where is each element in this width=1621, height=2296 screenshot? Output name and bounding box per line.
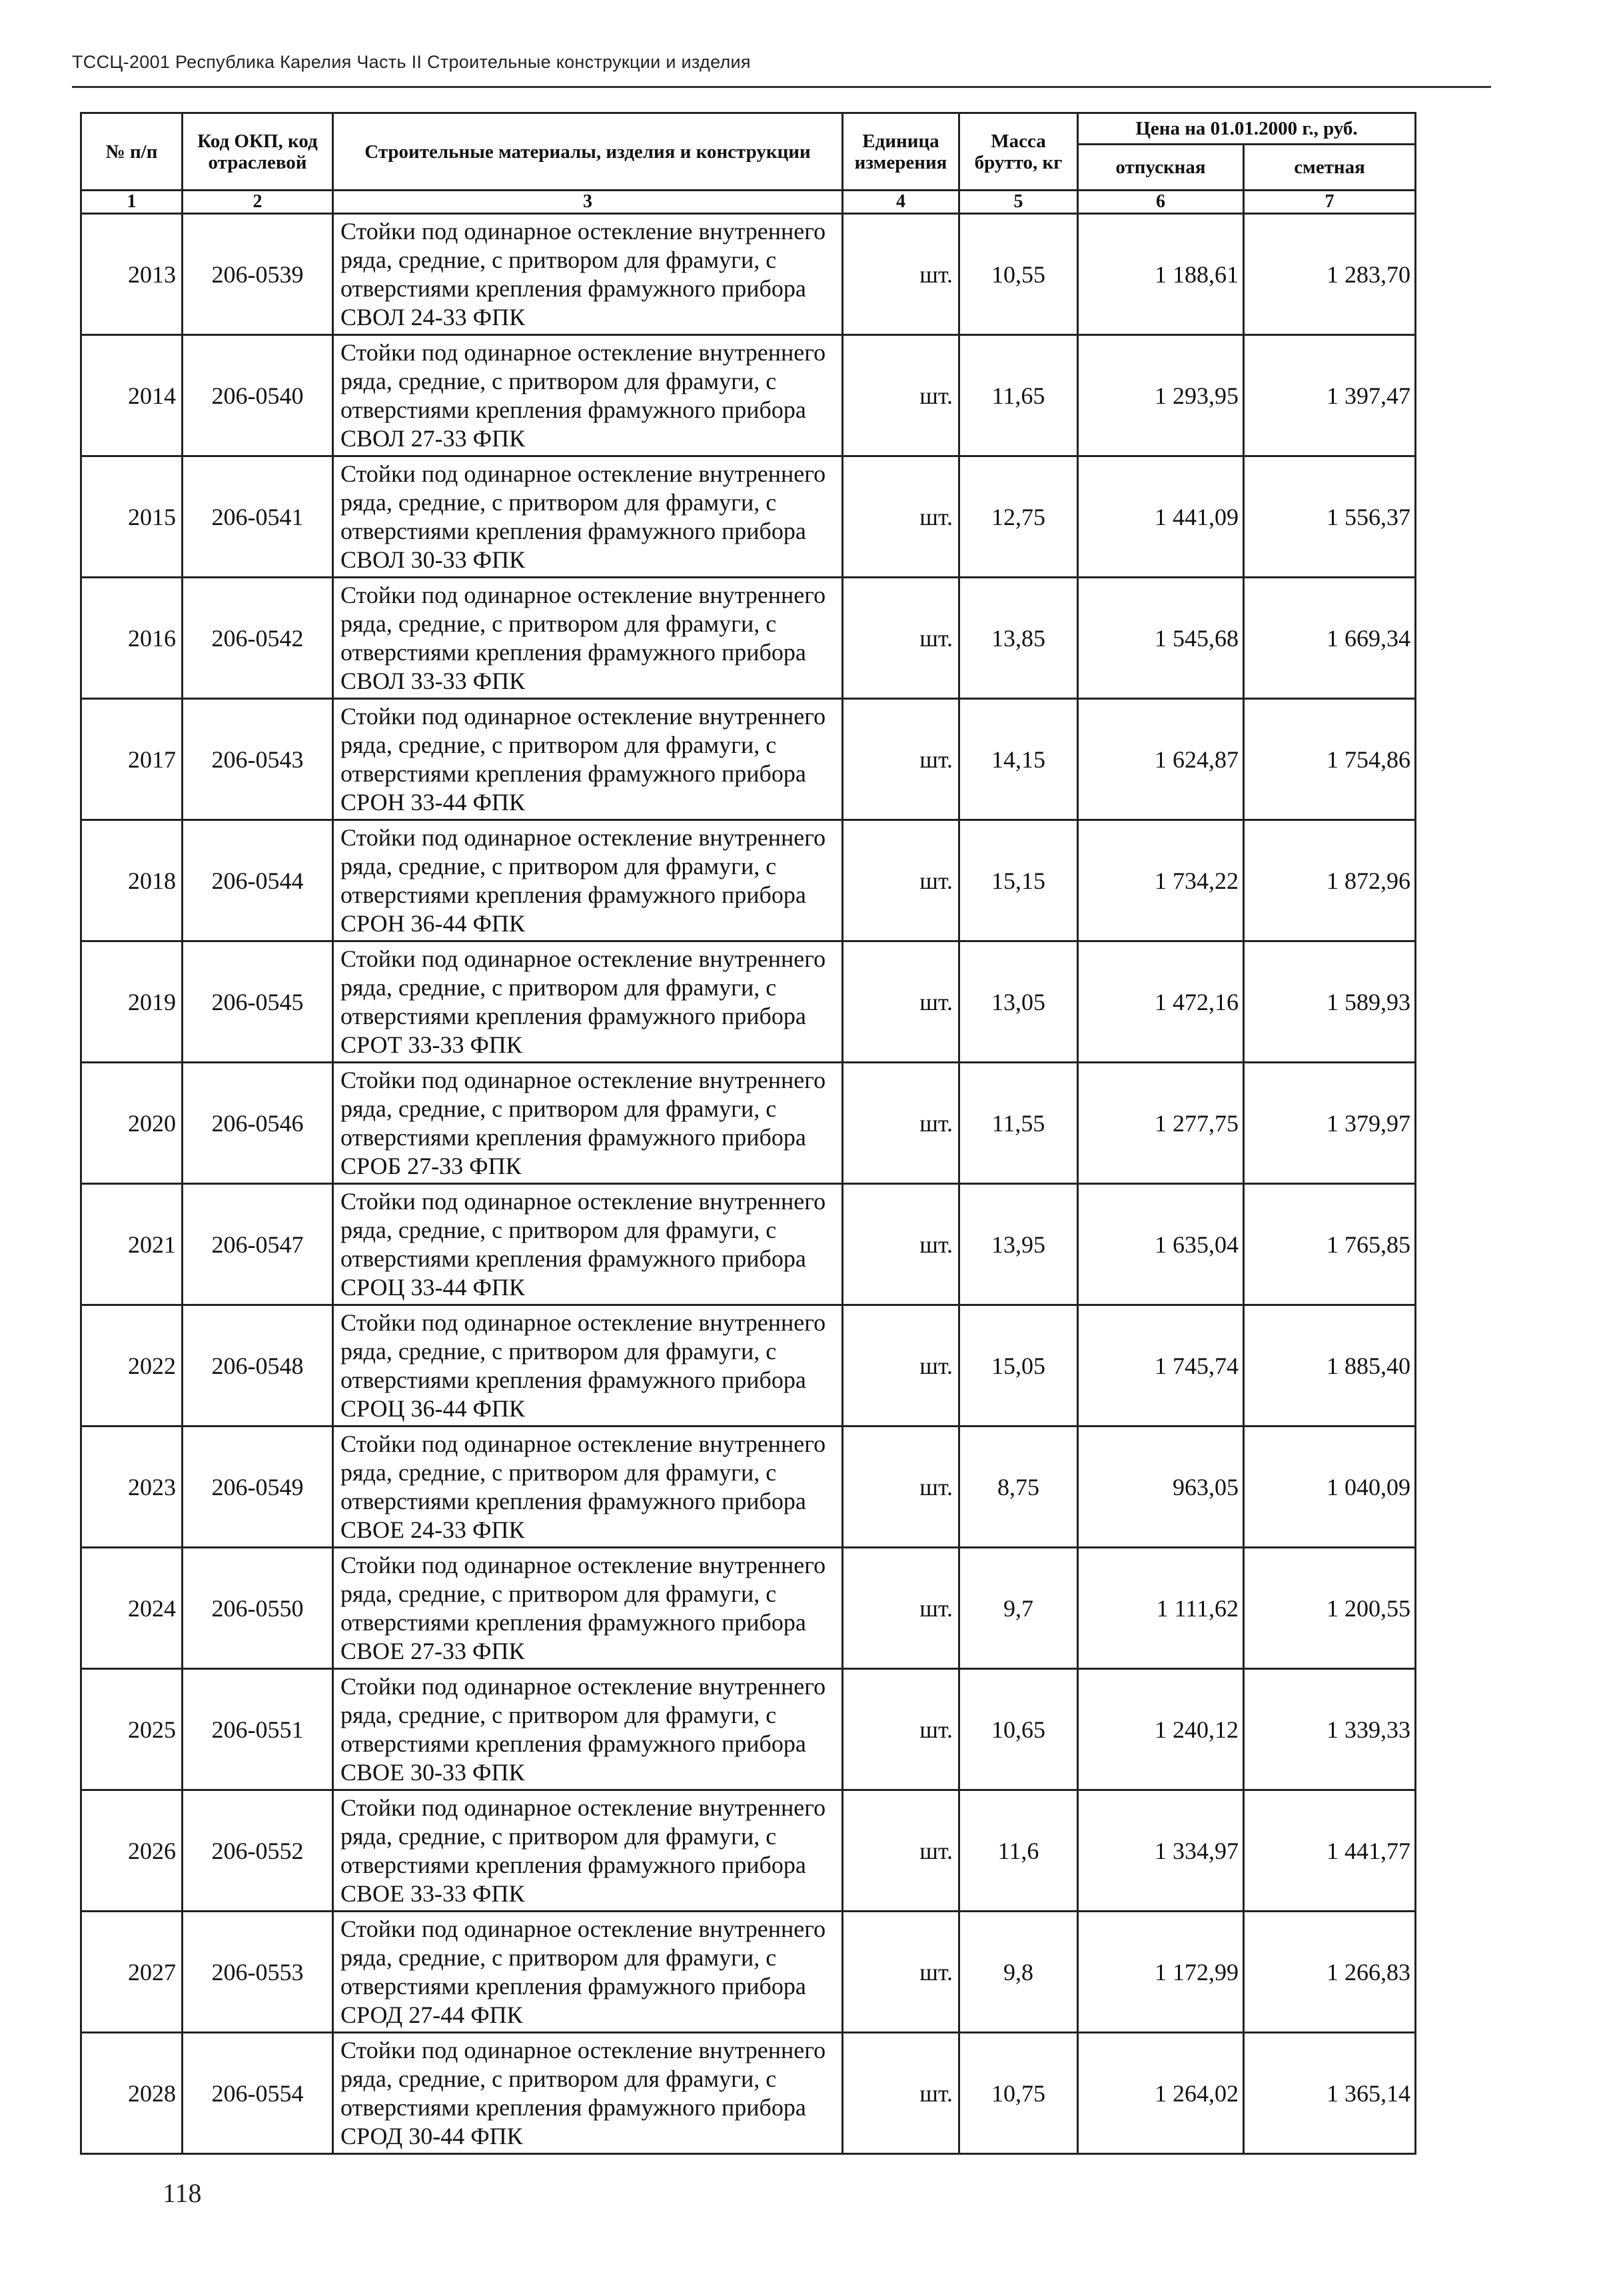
row-number: 2022 <box>81 1305 183 1427</box>
unit-cell: шт. <box>843 456 959 578</box>
item-description: Стойки под одинарное остекление внутреннего ряда, средние, с притвором для фрамуги, с отверстиями крепления фрамужного прибора СРОД 27-44 ФПК <box>333 1912 843 2033</box>
release-price: 1 624,87 <box>1078 699 1244 820</box>
okp-code: 206-0543 <box>183 699 333 820</box>
column-number: 5 <box>959 191 1078 214</box>
release-price: 1 441,09 <box>1078 456 1244 578</box>
release-price: 1 745,74 <box>1078 1305 1244 1427</box>
header-price-release: отпускная <box>1078 145 1244 191</box>
release-price: 1 111,62 <box>1078 1548 1244 1669</box>
release-price: 1 240,12 <box>1078 1669 1244 1790</box>
release-price: 1 472,16 <box>1078 941 1244 1063</box>
row-number: 2018 <box>81 820 183 941</box>
okp-code: 206-0554 <box>183 2033 333 2154</box>
estimate-price: 1 339,33 <box>1244 1669 1416 1790</box>
okp-code: 206-0552 <box>183 1790 333 1912</box>
estimate-price: 1 379,97 <box>1244 1063 1416 1184</box>
estimate-price: 1 441,77 <box>1244 1790 1416 1912</box>
table-row <box>81 578 1416 699</box>
unit-cell: шт. <box>843 2033 959 2154</box>
okp-code: 206-0546 <box>183 1063 333 1184</box>
mass-cell: 10,55 <box>959 214 1078 335</box>
unit-cell: шт. <box>843 1427 959 1548</box>
estimate-price: 1 283,70 <box>1244 214 1416 335</box>
header-code: Код ОКП, код отраслевой <box>183 113 333 191</box>
table-row <box>81 1548 1416 1669</box>
mass-cell: 13,95 <box>959 1184 1078 1305</box>
mass-cell: 12,75 <box>959 456 1078 578</box>
row-number: 2028 <box>81 2033 183 2154</box>
row-number: 2021 <box>81 1184 183 1305</box>
estimate-price: 1 589,93 <box>1244 941 1416 1063</box>
header-num: № п/п <box>81 113 183 191</box>
estimate-price: 1 754,86 <box>1244 699 1416 820</box>
estimate-price: 1 872,96 <box>1244 820 1416 941</box>
unit-cell: шт. <box>843 1548 959 1669</box>
header-unit: Единица измерения <box>843 113 959 191</box>
table-row <box>81 699 1416 820</box>
estimate-price: 1 556,37 <box>1244 456 1416 578</box>
item-description: Стойки под одинарное остекление внутреннего ряда, средние, с притвором для фрамуги, с отверстиями крепления фрамужного прибора СРОБ 27-33 ФПК <box>333 1063 843 1184</box>
item-description: Стойки под одинарное остекление внутреннего ряда, средние, с притвором для фрамуги, с отверстиями крепления фрамужного прибора СВОЛ 27-33 ФПК <box>333 335 843 456</box>
item-description: Стойки под одинарное остекление внутреннего ряда, средние, с притвором для фрамуги, с отверстиями крепления фрамужного прибора СВОЛ 24-33 ФПК <box>333 214 843 335</box>
mass-cell: 13,85 <box>959 578 1078 699</box>
unit-cell: шт. <box>843 699 959 820</box>
row-number: 2025 <box>81 1669 183 1790</box>
estimate-price: 1 765,85 <box>1244 1184 1416 1305</box>
column-number-row <box>81 191 1416 214</box>
item-description: Стойки под одинарное остекление внутреннего ряда, средние, с притвором для фрамуги, с отверстиями крепления фрамужного прибора СРОД 30-44 ФПК <box>333 2033 843 2154</box>
row-number: 2017 <box>81 699 183 820</box>
row-number: 2015 <box>81 456 183 578</box>
column-number: 4 <box>843 191 959 214</box>
header-price-group: Цена на 01.01.2000 г., руб. <box>1078 113 1416 145</box>
release-price: 1 334,97 <box>1078 1790 1244 1912</box>
mass-cell: 13,05 <box>959 941 1078 1063</box>
mass-cell: 8,75 <box>959 1427 1078 1548</box>
row-number: 2023 <box>81 1427 183 1548</box>
mass-cell: 11,65 <box>959 335 1078 456</box>
okp-code: 206-0551 <box>183 1669 333 1790</box>
mass-cell: 9,8 <box>959 1912 1078 2033</box>
item-description: Стойки под одинарное остекление внутреннего ряда, средние, с притвором для фрамуги, с отверстиями крепления фрамужного прибора СВОЛ 33-33 ФПК <box>333 578 843 699</box>
release-price: 1 188,61 <box>1078 214 1244 335</box>
row-number: 2020 <box>81 1063 183 1184</box>
unit-cell: шт. <box>843 335 959 456</box>
row-number: 2016 <box>81 578 183 699</box>
table-body <box>81 214 1416 2154</box>
release-price: 1 277,75 <box>1078 1063 1244 1184</box>
unit-cell: шт. <box>843 214 959 335</box>
mass-cell: 14,15 <box>959 699 1078 820</box>
table-header <box>81 113 1416 214</box>
column-number: 3 <box>333 191 843 214</box>
table-row <box>81 820 1416 941</box>
row-number: 2026 <box>81 1790 183 1912</box>
page-header: ТССЦ-2001 Республика Карелия Часть II Строительные конструкции и изделия <box>72 52 1491 88</box>
mass-cell: 11,55 <box>959 1063 1078 1184</box>
okp-code: 206-0539 <box>183 214 333 335</box>
estimate-price: 1 669,34 <box>1244 578 1416 699</box>
okp-code: 206-0544 <box>183 820 333 941</box>
okp-code: 206-0550 <box>183 1548 333 1669</box>
mass-cell: 10,75 <box>959 2033 1078 2154</box>
release-price: 1 545,68 <box>1078 578 1244 699</box>
estimate-price: 1 040,09 <box>1244 1427 1416 1548</box>
item-description: Стойки под одинарное остекление внутреннего ряда, средние, с притвором для фрамуги, с отверстиями крепления фрамужного прибора СВОЕ 33-33 ФПК <box>333 1790 843 1912</box>
table-row <box>81 1427 1416 1548</box>
table-row <box>81 2033 1416 2154</box>
table-row <box>81 1912 1416 2033</box>
okp-code: 206-0542 <box>183 578 333 699</box>
table-row <box>81 1305 1416 1427</box>
mass-cell: 15,05 <box>959 1305 1078 1427</box>
table-row <box>81 1184 1416 1305</box>
unit-cell: шт. <box>843 1790 959 1912</box>
release-price: 963,05 <box>1078 1427 1244 1548</box>
mass-cell: 9,7 <box>959 1548 1078 1669</box>
item-description: Стойки под одинарное остекление внутреннего ряда, средние, с притвором для фрамуги, с отверстиями крепления фрамужного прибора СРОЦ 36-44 ФПК <box>333 1305 843 1427</box>
unit-cell: шт. <box>843 1063 959 1184</box>
item-description: Стойки под одинарное остекление внутреннего ряда, средние, с притвором для фрамуги, с отверстиями крепления фрамужного прибора СРОН 36-44 ФПК <box>333 820 843 941</box>
unit-cell: шт. <box>843 1184 959 1305</box>
row-number: 2024 <box>81 1548 183 1669</box>
table-row <box>81 941 1416 1063</box>
price-table <box>80 112 1416 2155</box>
estimate-price: 1 397,47 <box>1244 335 1416 456</box>
row-number: 2014 <box>81 335 183 456</box>
release-price: 1 635,04 <box>1078 1184 1244 1305</box>
table-row <box>81 1790 1416 1912</box>
item-description: Стойки под одинарное остекление внутреннего ряда, средние, с притвором для фрамуги, с отверстиями крепления фрамужного прибора СРОТ 33-33 ФПК <box>333 941 843 1063</box>
estimate-price: 1 365,14 <box>1244 2033 1416 2154</box>
release-price: 1 264,02 <box>1078 2033 1244 2154</box>
header-price-estimate: сметная <box>1244 145 1416 191</box>
okp-code: 206-0541 <box>183 456 333 578</box>
estimate-price: 1 200,55 <box>1244 1548 1416 1669</box>
release-price: 1 172,99 <box>1078 1912 1244 2033</box>
release-price: 1 293,95 <box>1078 335 1244 456</box>
table-row <box>81 1669 1416 1790</box>
mass-cell: 15,15 <box>959 820 1078 941</box>
okp-code: 206-0549 <box>183 1427 333 1548</box>
table-row <box>81 1063 1416 1184</box>
table-row <box>81 335 1416 456</box>
okp-code: 206-0547 <box>183 1184 333 1305</box>
row-number: 2013 <box>81 214 183 335</box>
column-number: 1 <box>81 191 183 214</box>
row-number: 2019 <box>81 941 183 1063</box>
mass-cell: 11,6 <box>959 1790 1078 1912</box>
item-description: Стойки под одинарное остекление внутреннего ряда, средние, с притвором для фрамуги, с отверстиями крепления фрамужного прибора СВОЕ 30-33 ФПК <box>333 1669 843 1790</box>
column-number: 6 <box>1078 191 1244 214</box>
table-row <box>81 456 1416 578</box>
item-description: Стойки под одинарное остекление внутреннего ряда, средние, с притвором для фрамуги, с отверстиями крепления фрамужного прибора СРОЦ 33-44 ФПК <box>333 1184 843 1305</box>
unit-cell: шт. <box>843 941 959 1063</box>
okp-code: 206-0548 <box>183 1305 333 1427</box>
item-description: Стойки под одинарное остекление внутреннего ряда, средние, с притвором для фрамуги, с отверстиями крепления фрамужного прибора СВОЕ 27-33 ФПК <box>333 1548 843 1669</box>
item-description: Стойки под одинарное остекление внутреннего ряда, средние, с притвором для фрамуги, с отверстиями крепления фрамужного прибора СРОН 33-44 ФПК <box>333 699 843 820</box>
unit-cell: шт. <box>843 578 959 699</box>
unit-cell: шт. <box>843 1305 959 1427</box>
estimate-price: 1 266,83 <box>1244 1912 1416 2033</box>
header-name: Строительные материалы, изделия и конструкции <box>333 113 843 191</box>
unit-cell: шт. <box>843 820 959 941</box>
item-description: Стойки под одинарное остекление внутреннего ряда, средние, с притвором для фрамуги, с отверстиями крепления фрамужного прибора СВОЛ 30-33 ФПК <box>333 456 843 578</box>
okp-code: 206-0540 <box>183 335 333 456</box>
mass-cell: 10,65 <box>959 1669 1078 1790</box>
header-mass: Масса брутто, кг <box>959 113 1078 191</box>
okp-code: 206-0545 <box>183 941 333 1063</box>
column-number: 2 <box>183 191 333 214</box>
unit-cell: шт. <box>843 1912 959 2033</box>
unit-cell: шт. <box>843 1669 959 1790</box>
row-number: 2027 <box>81 1912 183 2033</box>
item-description: Стойки под одинарное остекление внутреннего ряда, средние, с притвором для фрамуги, с отверстиями крепления фрамужного прибора СВОЕ 24-33 ФПК <box>333 1427 843 1548</box>
page-number: 118 <box>163 2178 202 2208</box>
release-price: 1 734,22 <box>1078 820 1244 941</box>
estimate-price: 1 885,40 <box>1244 1305 1416 1427</box>
column-number: 7 <box>1244 191 1416 214</box>
table-row <box>81 214 1416 335</box>
okp-code: 206-0553 <box>183 1912 333 2033</box>
